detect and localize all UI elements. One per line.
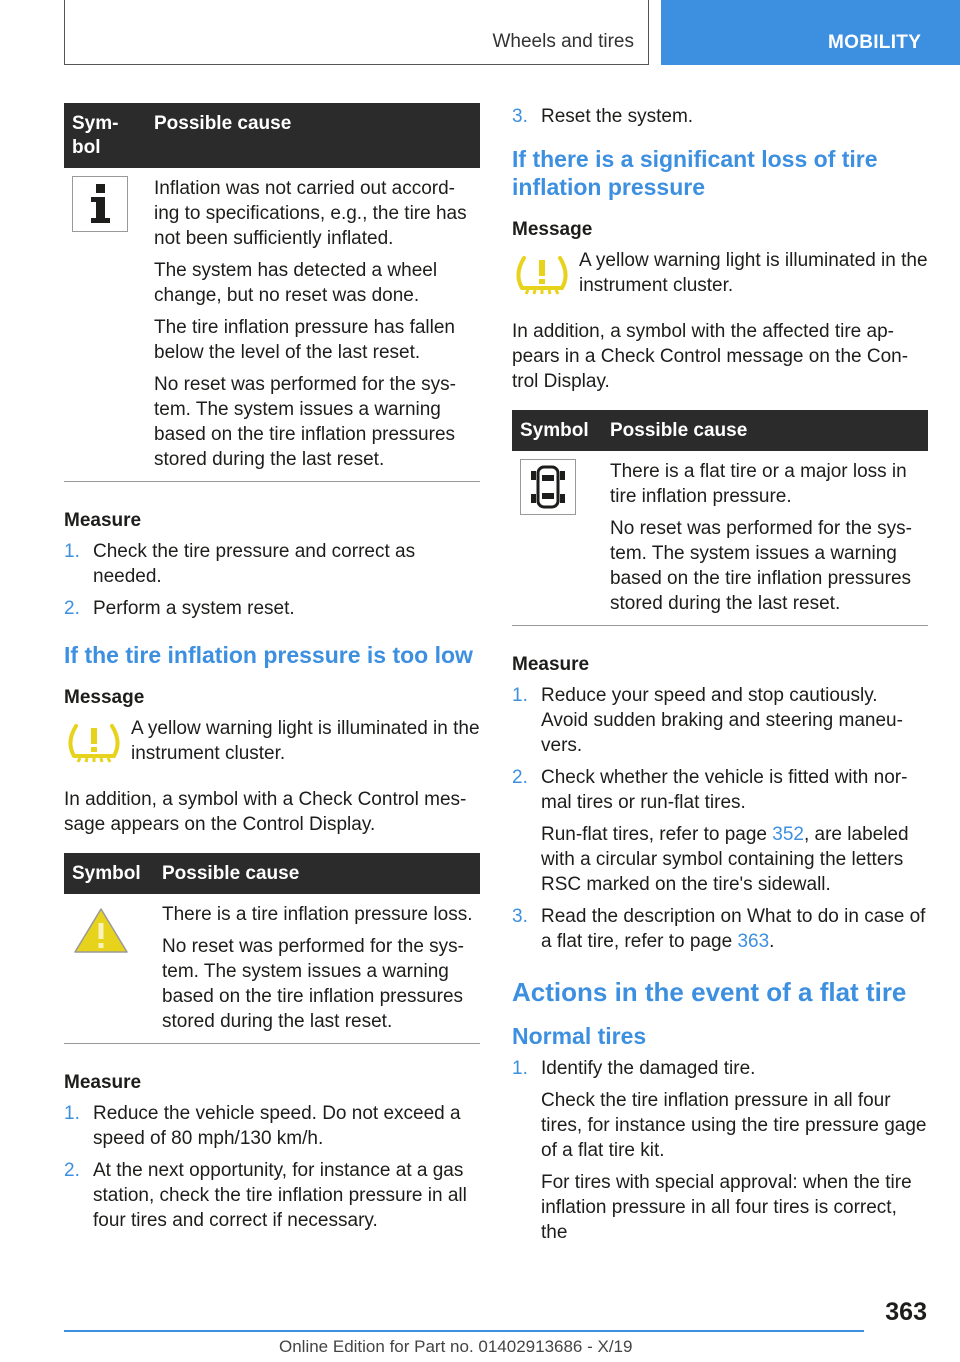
measure-heading: Measure <box>64 1072 142 1093</box>
warning-triangle-icon <box>72 902 154 963</box>
table-header-cause: Possible cause <box>602 410 928 451</box>
footer-divider <box>64 1330 864 1332</box>
left-column <box>64 103 480 1240</box>
table-row <box>512 451 928 626</box>
list-item: 1. Identify the damaged tire. Check the tire inflation pressure in all four tires, for instance using the tire pressure gage of a flat tire kit. For tires with special approval: when the tire inflation pressure in all four tires is correct, the <box>512 1058 927 1243</box>
main-title-flat-tire: Actions in the event of a flat tire <box>512 977 907 1007</box>
section-title-low-pressure: If the tire inflation pressure is too low <box>64 642 473 668</box>
table-header-symbol: Symbol <box>512 410 602 451</box>
list-item: 3. Read the description on What to do in case of a flat tire, refer to page 363. <box>512 906 926 952</box>
cause-text: There is a flat tire or a major loss in tire inflation pressure. <box>610 461 907 507</box>
section-title-significant-loss: If there is a significant loss of tire inflation pressure <box>512 146 878 200</box>
measure-list <box>64 539 480 621</box>
cause-text: The tire inflation pressure has fallen below the level of the last reset. <box>154 317 455 363</box>
page-number: 363 <box>885 1298 927 1326</box>
message-block <box>512 248 928 307</box>
message-text: A yellow warning light is illuminated in the instrument cluster. <box>131 718 480 764</box>
cause-text: No reset was performed for the sys-tem. The system issues a warning based on the tire inflation pressures stored during the last reset. <box>610 518 912 614</box>
list-item: 2. At the next opportunity, for instance at a gas station, check the tire inflation pressure in all four tires and correct if necessary. <box>64 1160 467 1231</box>
table-header-cause: Possible cause <box>154 853 480 894</box>
cause-table-2 <box>64 853 480 1044</box>
message-heading: Message <box>64 687 145 708</box>
message-heading: Message <box>512 219 593 240</box>
table-header-symbol: Sym- bol <box>64 103 146 168</box>
addition-text: In addition, a symbol with a Check Control mes-sage appears on the Control Display. <box>64 789 467 835</box>
header-chapter-tab: MOBILITY <box>661 0 960 65</box>
car-flat-tire-icon <box>520 459 576 515</box>
cause-text: No reset was performed for the sys-tem. The system issues a warning based on the tire inflation pressures stored during the last reset. <box>154 374 456 470</box>
cause-table-3 <box>512 410 928 626</box>
list-item: 1. Check the tire pressure and correct as needed. <box>64 541 416 587</box>
table-row <box>64 168 480 482</box>
list-item: 3. Reset the system. <box>512 106 694 127</box>
addition-text: In addition, a symbol with the affected tire ap-pears in a Check Control message on the Con-trol Display. <box>512 321 909 392</box>
right-column <box>512 104 928 1252</box>
header-section-title: Wheels and tires <box>492 31 634 52</box>
table-row <box>64 894 480 1044</box>
cause-text: There is a tire inflation pressure loss. <box>162 904 473 925</box>
list-item: 2. Perform a system reset. <box>64 598 295 619</box>
list-item: 2. Check whether the vehicle is fitted with nor-mal tires or run-flat tires. Run-flat tires, refer to page 352, are labeled with a circular symbol containing the letters RSC marked on the tire's sidewall. <box>512 767 909 895</box>
tire-pressure-warning-icon <box>512 248 579 307</box>
page-link-363[interactable]: 363 <box>737 931 770 952</box>
table-header-symbol: Symbol <box>64 853 154 894</box>
message-text: A yellow warning light is illuminated in the instrument cluster. <box>579 250 928 296</box>
page-link-352[interactable]: 352 <box>772 824 804 845</box>
info-icon <box>72 176 128 232</box>
measure-heading: Measure <box>64 510 142 531</box>
cause-text: No reset was performed for the sys-tem. The system issues a warning based on the tire inflation pressures stored during the last reset. <box>162 936 464 1032</box>
tire-pressure-warning-icon <box>64 716 131 775</box>
header-section-box <box>64 0 649 65</box>
measure-list <box>512 683 928 954</box>
list-item: 1. Reduce the vehicle speed. Do not exceed a speed of 80 mph/130 km/h. <box>64 1103 461 1149</box>
cause-table-1 <box>64 103 480 482</box>
measure-list <box>64 1101 480 1233</box>
footer-edition: Online Edition for Part no. 01402913686 - X/19 <box>279 1337 633 1356</box>
subtitle-normal-tires: Normal tires <box>512 1023 647 1049</box>
message-block <box>64 716 480 775</box>
measure-heading: Measure <box>512 654 590 675</box>
table-header-cause: Possible cause <box>146 103 480 168</box>
cause-text: Inflation was not carried out accord-ing to specifications, e.g., the tire has not been sufficiently inflated. <box>154 178 467 249</box>
cause-text: The system has detected a wheel change, but no reset was done. <box>154 260 438 306</box>
list-item: 1. Reduce your speed and stop cautiously. Avoid sudden braking and steering maneu-vers. <box>512 685 903 756</box>
measure-list-continued <box>512 104 928 129</box>
normal-tires-list <box>512 1056 928 1245</box>
